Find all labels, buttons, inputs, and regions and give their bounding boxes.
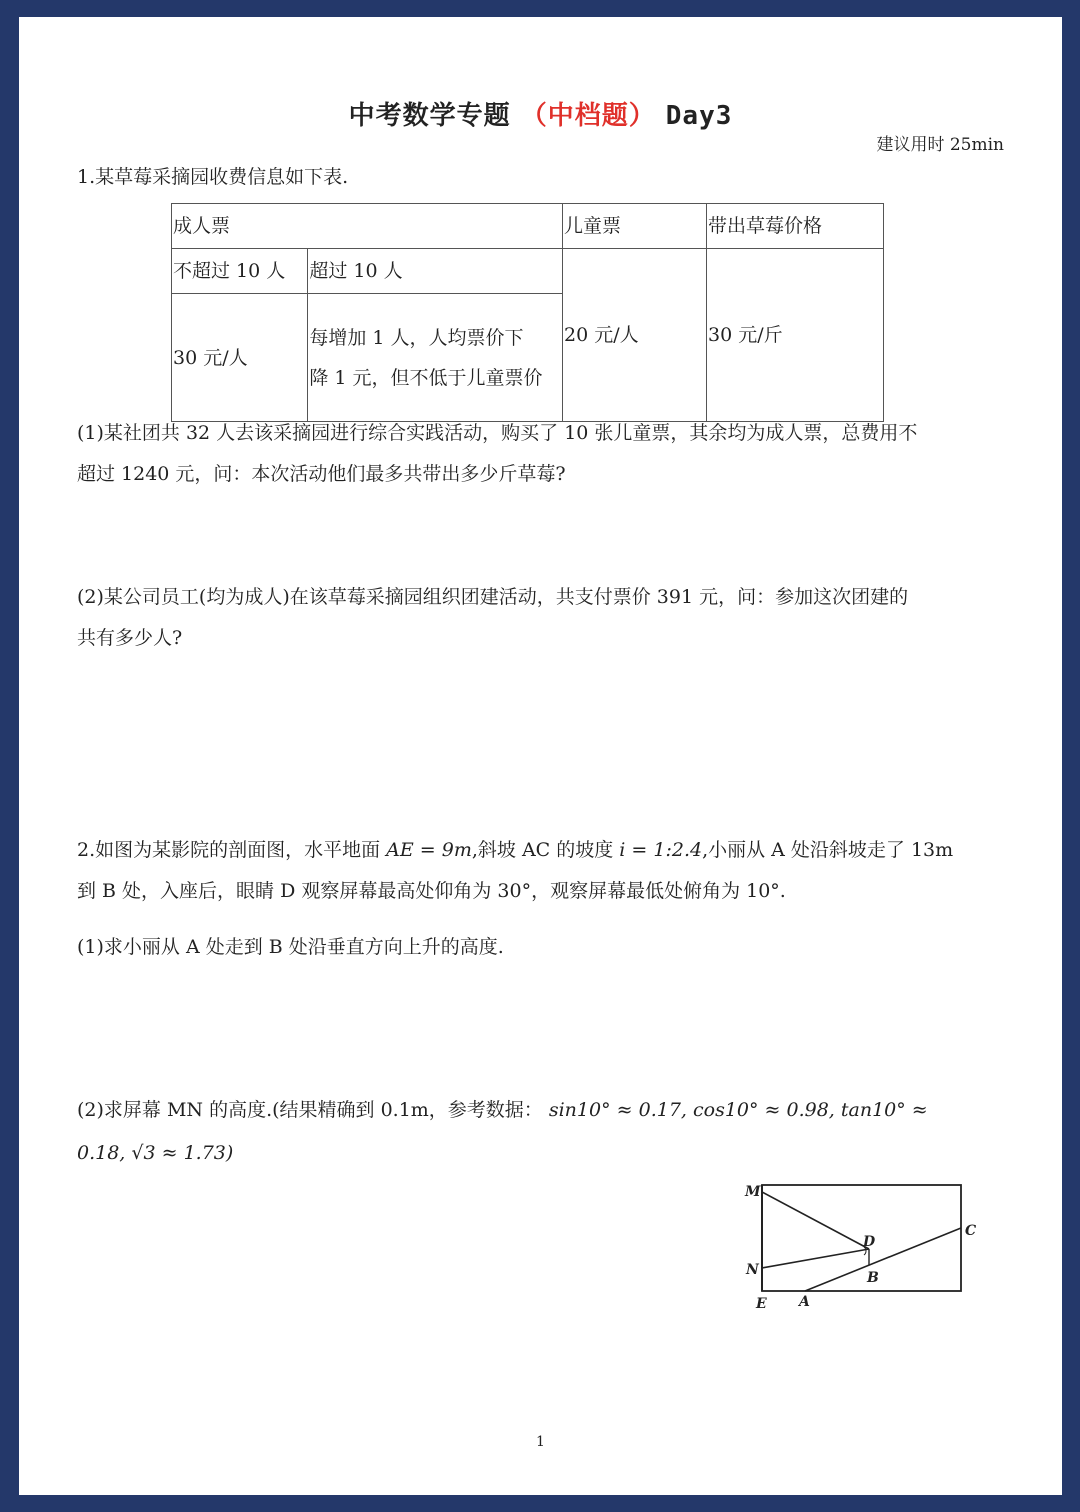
rule-line-1: 每增加 1 人，人均票价下 [309,326,524,349]
label-n: N [746,1262,759,1278]
table-cell-child-price: 20 元/人 [563,249,707,422]
page-title [19,95,1062,132]
q1-part1-line2: 超过 1240 元，问：本次活动他们最多共带出多少斤草莓? [77,463,566,485]
cinema-diagram [743,1177,983,1337]
title-difficulty: （中档题） [520,101,656,131]
title-main: 中考数学专题 [348,101,511,131]
table-header-adult: 成人票 [172,204,563,249]
worksheet-page [19,17,1062,1495]
sightline-to-m [762,1192,869,1249]
slope-ac [805,1228,961,1291]
page-number: 1 [536,1434,545,1450]
table-cell-strawberry-price: 30 元/斤 [707,249,884,422]
q1-intro: 1.某草莓采摘园收费信息如下表. [77,166,349,188]
label-c: C [965,1223,977,1239]
table-cell-adult-price: 30 元/人 [172,294,308,422]
math-ae: AE = 9m [386,839,472,861]
label-e: E [756,1296,767,1312]
fee-table [171,203,884,422]
math-slope: i = 1:2.4 [619,839,703,861]
table-header-strawberry: 带出草莓价格 [707,204,884,249]
math-trig: sin10° ≈ 0.17, cos10° ≈ 0.98, tan10° ≈ [548,1099,928,1121]
label-a: A [799,1294,810,1310]
label-d: D [863,1234,876,1250]
q2-part2-line1: (2)求屏幕 MN 的高度.(结果精确到 0.1m，参考数据： sin10° ≈ 0.17, cos10° ≈ 0.98, tan10° ≈ [77,1099,928,1121]
q2-part2-line2: 0.18, √3 ≈ 1.73) [77,1142,234,1164]
sightline-to-n [762,1249,869,1268]
rule-line-2: 降 1 元，但不低于儿童票价 [309,366,543,389]
q1-part2-line2: 共有多少人? [77,627,183,649]
diagram-frame [762,1185,961,1291]
label-b: B [867,1270,879,1286]
suggested-time: 建议用时 25min [876,135,1004,155]
table-cell-not-over-10: 不超过 10 人 [172,249,308,294]
q1-part1-line1: (1)某社团共 32 人去该采摘园进行综合实践活动，购买了 10 张儿童票，其余均为成人票，总费用不 [77,422,918,444]
table-cell-over-10: 超过 10 人 [308,249,563,294]
label-m: M [745,1184,761,1200]
title-day: Day3 [665,101,733,131]
q2-intro-line2: 到 B 处，入座后，眼睛 D 观察屏幕最高处仰角为 30°，观察屏幕最低处俯角为 10°. [77,880,786,902]
q2-part1: (1)求小丽从 A 处走到 B 处沿垂直方向上升的高度. [77,936,504,958]
q1-part2-line1: (2)某公司员工(均为成人)在该草莓采摘园组织团建活动，共支付票价 391 元，问：参加这次团建的 [77,586,909,608]
table-cell-over-10-rule [308,294,563,422]
q2-intro-line1: 2.如图为某影院的剖面图，水平地面 AE = 9m,斜坡 AC 的坡度 i = 1:2.4,小丽从 A 处沿斜坡走了 13m [77,839,954,861]
table-header-child: 儿童票 [563,204,707,249]
